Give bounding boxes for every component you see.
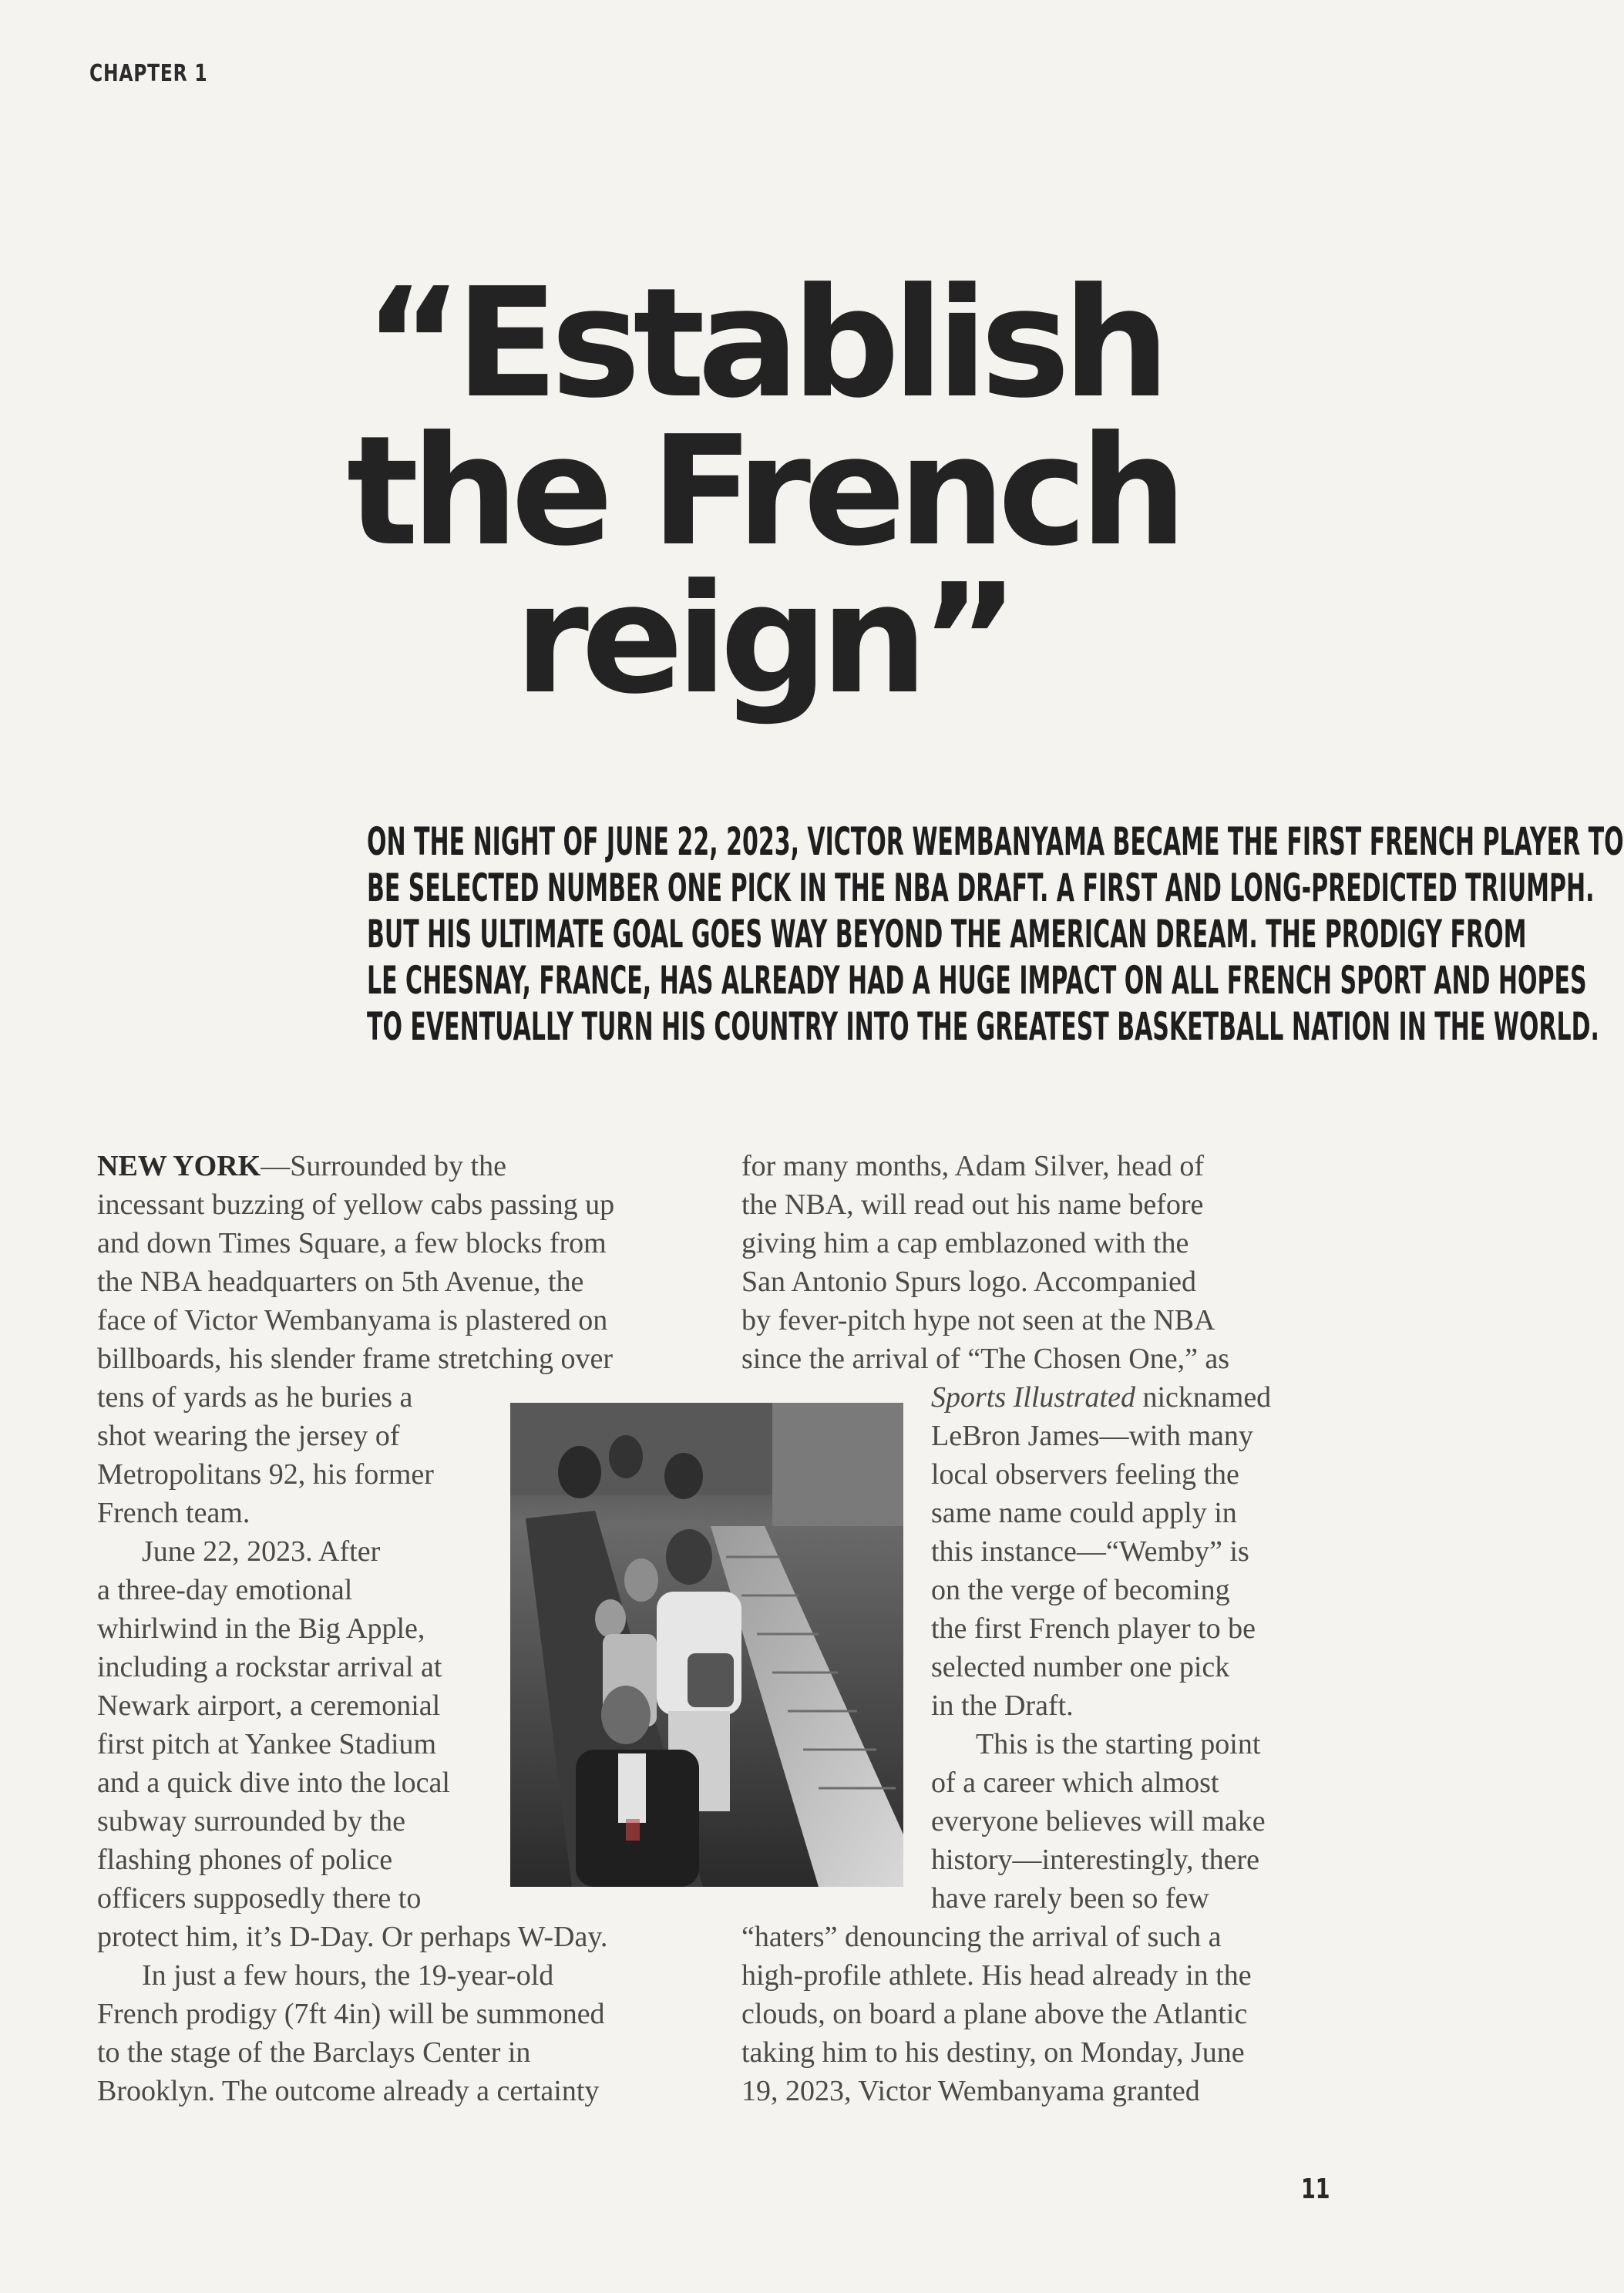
body-line: NEW YORK—Surrounded by the (97, 1150, 506, 1182)
body-line: officers supposedly there to (97, 1882, 422, 1915)
headline-line: the French (346, 404, 1180, 580)
body-line: San Antonio Spurs logo. Accompanied (741, 1266, 1197, 1298)
body-line: for many months, Adam Silver, head of (741, 1150, 1205, 1182)
body-line: the NBA headquarters on 5th Avenue, the (97, 1266, 584, 1298)
body-line: in the Draft. (931, 1689, 1074, 1722)
body-line: French prodigy (7ft 4in) will be summoned (97, 1998, 605, 2030)
body-line: to the stage of the Barclays Center in (97, 2036, 531, 2069)
body-line: incessant buzzing of yellow cabs passing up (97, 1189, 615, 1221)
headline-line: “Establish (363, 256, 1163, 432)
body-line: billboards, his slender frame stretching over (97, 1343, 614, 1375)
intro-line: TO EVENTUALLY TURN HIS COUNTRY INTO THE GREATEST BASKETBALL NATION IN THE WORLD. (366, 1004, 1599, 1049)
body-line: a three-day emotional (97, 1574, 353, 1606)
body-line: protect him, it’s D-Day. Or perhaps W-Day. (97, 1921, 608, 1953)
body-line: and a quick dive into the local (97, 1767, 450, 1799)
intro-line: LE CHESNAY, FRANCE, HAS ALREADY HAD A HUGE IMPACT ON ALL FRENCH SPORT AND HOPES (366, 958, 1587, 1003)
body-line: Metropolitans 92, his former (97, 1458, 434, 1491)
body-line: Newark airport, a ceremonial (97, 1689, 441, 1722)
body-line: This is the starting point (976, 1728, 1261, 1760)
intro-deck (116, 819, 1624, 1050)
intro-line: BE SELECTED NUMBER ONE PICK IN THE NBA DRAFT. A FIRST AND LONG-PREDICTED TRIUMPH. (366, 866, 1595, 910)
body-line: clouds, on board a plane above the Atlantic (741, 1998, 1248, 2030)
body-line: LeBron James—with many (931, 1420, 1253, 1452)
photo-illustration (510, 1403, 903, 1887)
body-line: In just a few hours, the 19-year-old (142, 1959, 554, 1992)
body-line: Sports Illustrated nicknamed (931, 1381, 1272, 1414)
escalator-photo (510, 1403, 903, 1887)
page-number: 11 (1301, 2174, 1330, 2205)
body-line: and down Times Square, a few blocks from (97, 1227, 607, 1259)
body-line: by fever-pitch hype not seen at the NBA (741, 1304, 1215, 1336)
intro-line: ON THE NIGHT OF JUNE 22, 2023, VICTOR WEMBANYAMA BECAME THE FIRST FRENCH PLAYER TO (366, 819, 1624, 864)
body-line: shot wearing the jersey of (97, 1420, 400, 1452)
body-line: subway surrounded by the (97, 1805, 405, 1837)
body-line: 19, 2023, Victor Wembanyama granted (741, 2075, 1200, 2107)
headline-line: reign” (514, 552, 1012, 728)
headline (146, 256, 1380, 728)
body-line: whirlwind in the Big Apple, (97, 1612, 425, 1645)
body-line: French team. (97, 1497, 250, 1529)
body-line: tens of yards as he buries a (97, 1381, 413, 1414)
chapter-label: CHAPTER 1 (89, 60, 208, 87)
body-line: Brooklyn. The outcome already a certainty (97, 2075, 600, 2107)
body-line: history—interestingly, there (931, 1844, 1259, 1876)
body-line: since the arrival of “The Chosen One,” as (741, 1343, 1230, 1375)
body-line: this instance—“Wemby” is (931, 1535, 1249, 1568)
body-line: have rarely been so few (931, 1882, 1209, 1915)
body-line: selected number one pick (931, 1651, 1230, 1683)
body-line: face of Victor Wembanyama is plastered on (97, 1304, 608, 1336)
body-line: taking him to his destiny, on Monday, June (741, 2036, 1245, 2069)
body-line: flashing phones of police (97, 1844, 393, 1876)
body-line: giving him a cap emblazoned with the (741, 1227, 1189, 1259)
body-line: June 22, 2023. After (142, 1535, 381, 1568)
body-line: same name could apply in (931, 1497, 1237, 1529)
body-line: local observers feeling the (931, 1458, 1239, 1491)
body-line: the first French player to be (931, 1612, 1256, 1645)
body-line: high-profile athlete. His head already in the (741, 1959, 1252, 1992)
body-line: “haters” denouncing the arrival of such a (741, 1921, 1222, 1953)
publication-title: Sports Illustrated (931, 1381, 1135, 1414)
body-line: of a career which almost (931, 1767, 1219, 1799)
dateline: NEW YORK (97, 1150, 261, 1182)
intro-line: BUT HIS ULTIMATE GOAL GOES WAY BEYOND THE AMERICAN DREAM. THE PRODIGY FROM (366, 912, 1527, 957)
body-line: the NBA, will read out his name before (741, 1189, 1204, 1221)
body-line: everyone believes will make (931, 1805, 1266, 1837)
body-line: including a rockstar arrival at (97, 1651, 442, 1683)
body-line: on the verge of becoming (931, 1574, 1230, 1606)
body-line: first pitch at Yankee Stadium (97, 1728, 437, 1760)
